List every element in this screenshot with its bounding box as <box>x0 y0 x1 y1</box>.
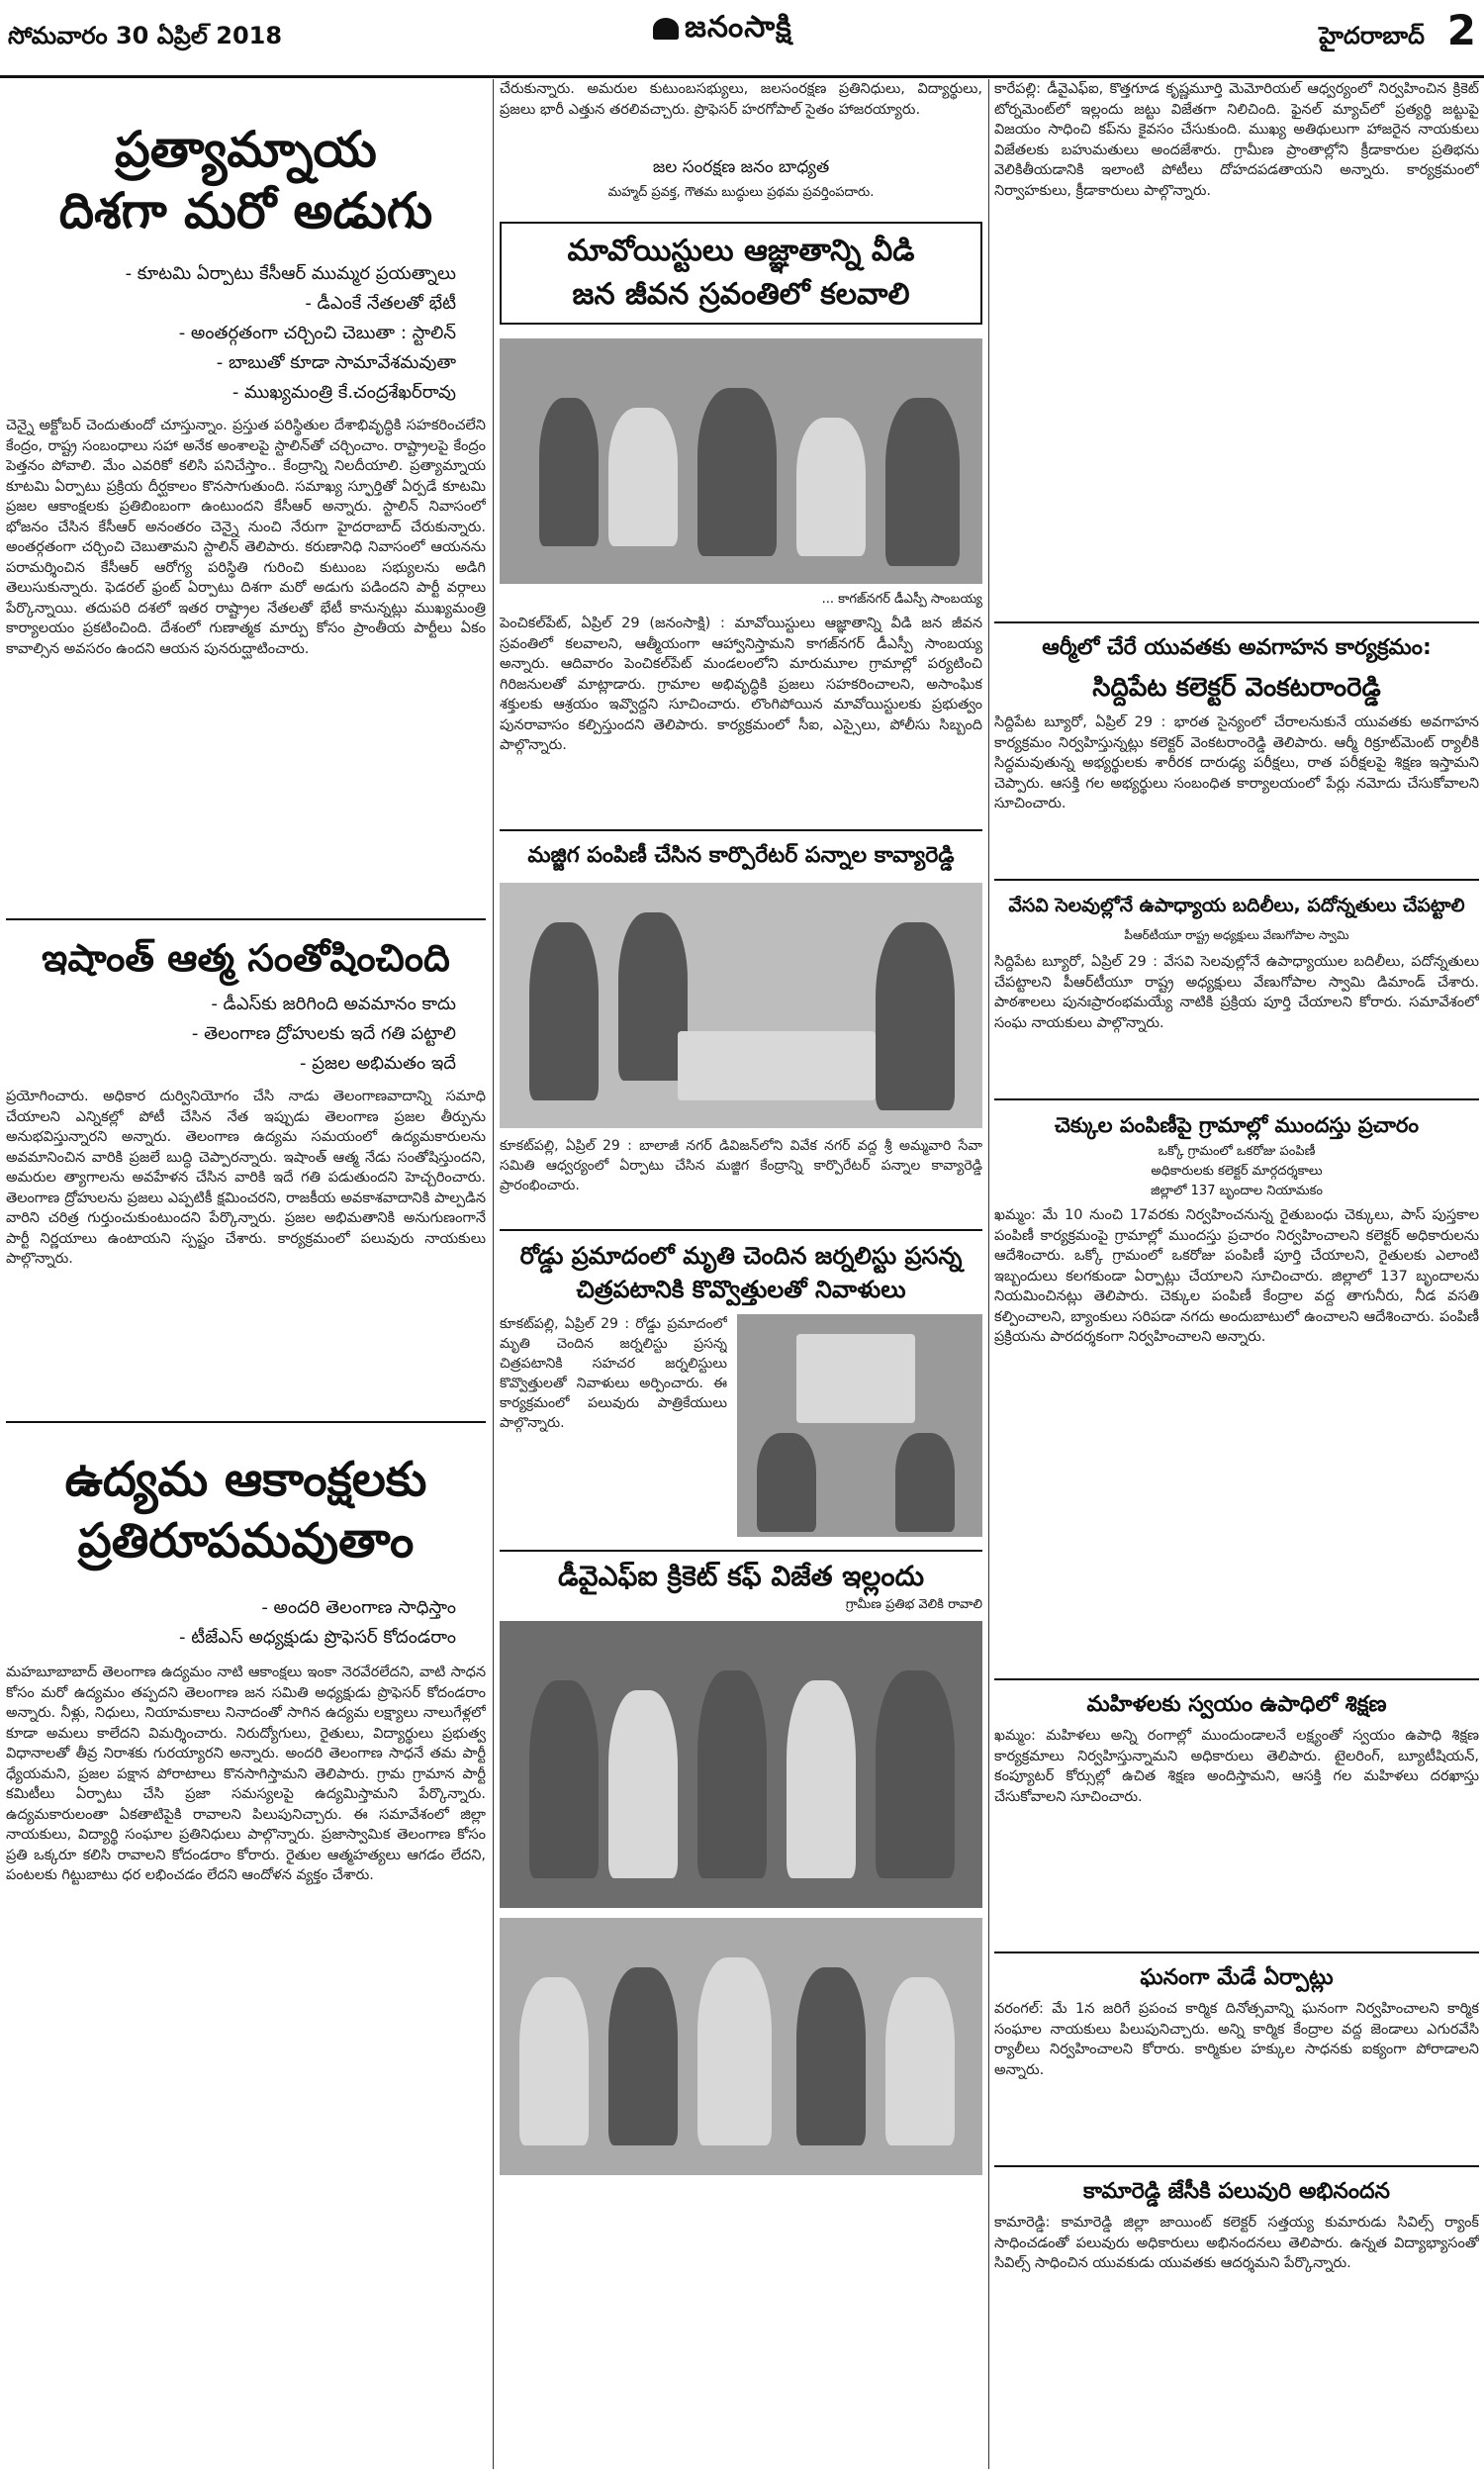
subhead: - అందరి తెలంగాణ సాధిస్తాం <box>261 1597 456 1618</box>
photo-figure <box>796 1967 866 2145</box>
photo-figure <box>895 1433 955 1532</box>
subhead: జిల్లాలో 137 బృందాల నియామకం <box>1151 1184 1323 1198</box>
photo-figure <box>697 1670 767 1878</box>
headline-line-1: రోడ్డు ప్రమాదంలో మృతి చెందిన జర్నలిస్టు ప్రసన్న <box>519 1242 963 1270</box>
divider <box>500 829 982 831</box>
issue-date: సోమవారం 30 ఏప్రిల్ 2018 <box>8 22 283 49</box>
subhead: - డీఎస్‌కు జరిగింది అవమానం కాదు <box>211 994 456 1014</box>
headline-line-2: చిత్రపటానికి కొవ్వొత్తులతో నివాళులు <box>576 1276 906 1303</box>
photo-figure <box>787 1680 856 1878</box>
photo-figure <box>876 922 955 1110</box>
photo-figure <box>757 1433 816 1532</box>
photo-figure <box>876 1670 955 1878</box>
headline-line-2: దిశగా మరో అడుగు <box>58 182 433 239</box>
article-body: మహబూబాబాద్ తెలంగాణ ఉద్యమం నాటి ఆకాంక్షలు ఇంకా నెరవేరలేదని, వాటి సాధన కోసం మరో ఉద్యమం తప్పదని తెలంగాణ జన సమితి అధ్యక్షుడు ప్రొఫెసర్ కోదండరాం అన్నారు. నీళ్లు, నిధులు, నియామకాలు నినాదంతో సాగిన ఉద్యమ లక్ష్యాలు నాలుగేళ్లలో కూడా అమలు కాలేదని విమర్శించారు. నిరుద్యోగులు, రైతులు, విద్యార్థులు ప్రభుత్వ విధానాలతో తీవ్ర నిరాశకు గురయ్యారని అన్నారు. అందరి తెలంగాణ సాధనే తమ పార్టీ ధ్యేయమని, ప్రజల పక్షాన పోరాటాలు కొనసాగిస్తామని తెలిపారు. గ్రామ గ్రామాన పార్టీ కమిటీలు ఏర్పాటు చేసి ప్రజా సమస్యలపై ఉద్యమిస్తామని పేర్కొన్నారు. ఉద్యమకారులంతా ఏకతాటిపైకి రావాలని పిలుపునిచ్చారు. ఈ సమావేశంలో జిల్లా నాయకులు, విద్యార్థి సంఘాల ప్రతినిధులు పాల్గొన్నారు. ప్రజాస్వామిక తెలంగాణ కోసం ప్రతి ఒక్కరూ కలిసి రావాలని కోదండరాం కోరారు. రైతుల ఆత్మహత్యలు ఆగడం లేదని, పంటలకు గిట్టుబాటు ధర లభించడం లేదని ఆందోళన వ్యక్తం చేశారు. <box>6 1665 486 1883</box>
photo-cricket-winners <box>500 1621 982 1908</box>
subhead: - బాబుతో కూడా సామావేశమవుతా <box>216 352 456 373</box>
photo-portrait <box>796 1334 915 1423</box>
headline-line-1: మావోయిస్టులు ఆజ్ఞాతాన్ని వీడి <box>567 234 915 268</box>
photo-caption: ... కాగజ్‌నగర్ డీఎస్పీ సాంబయ్య <box>821 592 982 607</box>
divider <box>994 2165 1479 2167</box>
divider <box>994 1678 1479 1680</box>
article-body: ప్రయోగించారు. అధికార దుర్వినియోగం చేసి నాడు తెలంగాణవాదాన్ని సమాధి చేయాలని ఎన్నికల్లో పోటీ చేసిన నేత ఇప్పుడు తెలంగాణ ప్రజల తీర్పును అనుభవిస్తున్నారని అన్నారు. తెలంగాణ ఉద్యమ సమయంలో ఉద్యమకారులను అవమానించిన వారికి ప్రజలే బుద్ధి చెప్పారన్నారు. ఇషాంత్ ఆత్మ నేడు సంతోషిస్తుందని, అమరుల త్యాగాలను అవహేళన చేసిన వారికి ఇదే గతి పడుతుందని హెచ్చరించారు. తెలంగాణ ద్రోహులను ప్రజలు ఎప్పటికీ క్షమించరని, రాజకీయ అవకాశవాదానికి పాల్పడిన వారిని చరిత్ర గుర్తుంచుకుంటుందని పేర్కొన్నారు. ప్రజల అభిమతానికి అనుగుణంగానే పార్టీ నిర్ణయాలు ఉంటాయని స్పష్టం చేశారు. కార్యక్రమంలో పలువురు నాయకులు పాల్గొన్నారు. <box>6 1089 486 1267</box>
photo-figure <box>539 398 599 546</box>
section-subhead: మహ్మద్ ప్రవక్త, గౌతమ బుద్ధులు ప్రథమ ప్రవర్తింపదారు. <box>607 185 875 200</box>
subhead: అధికారులకు కలెక్టర్ మార్గదర్శకాలు <box>1151 1164 1323 1179</box>
divider <box>500 1550 982 1552</box>
column-3 <box>994 79 1479 2322</box>
subhead: - టీజేఎస్ అధ్యక్షుడు ప్రొఫెసర్ కోదండరాం <box>179 1627 456 1648</box>
headline-box <box>500 222 982 325</box>
photo-figure <box>608 1690 678 1878</box>
column-2 <box>500 79 982 2175</box>
headline: మజ్జిగ పంపిణీ చేసిన కార్పొరేటర్ పన్నాల కావ్యారెడ్డి <box>527 843 955 868</box>
continued-text: చేరుకున్నారు. అమరుల కుటుంబసభ్యులు, జలసంరక్షణ ప్రతినిధులు, విద్యార్థులు, ప్రజలు భారీ ఎత్తున తరలివచ్చారు. ప్రొఫెసర్ హరగోపాల్ సైతం హాజరయ్యారు. <box>500 81 982 118</box>
article-body: సిద్దిపేట బ్యూరో, ఏప్రిల్ 29 : భారత సైన్యంలో చేరాలనుకునే యువతకు అవగాహన కార్యక్రమం నిర్వహిస్తున్నట్లు కలెక్టర్ వెంకటరాంరెడ్డి తెలిపారు. ఆర్మీ రిక్రూట్‌మెంట్ ర్యాలీకి సిద్ధమవుతున్న అభ్యర్థులకు శారీరక దారుఢ్య పరీక్షలు, రాత పరీక్షలపై శిక్షణ ఇస్తామని చెప్పారు. ఆసక్తి గల అభ్యర్థులు సంబంధిత కార్యాలయంలో పేర్లు నమోదు చేసుకోవాలని సూచించారు. <box>994 714 1479 811</box>
article-alternative-front <box>6 119 486 910</box>
photo-table <box>678 1031 876 1100</box>
photo-buttermilk-distribution <box>500 883 982 1128</box>
headline-line-1: ప్రత్యామ్నాయ <box>115 121 377 178</box>
photo-caption: కూకట్‌పల్లి, ఏప్రిల్ 29 : బాలాజీ నగర్ డివిజన్‌లోని వివేక నగర్ వద్ద శ్రీ అమ్మవారి సేవా సమితి ఆధ్వర్యంలో ఏర్పాటు చేసిన మజ్జిగ కేంద్రాన్ని కార్పొరేటర్ పన్నాల కావ్యారెడ్డి ప్రారంభించారు. <box>500 1138 982 1193</box>
headline: డీవైఎఫ్ఐ క్రికెట్ కఫ్ విజేత ఇల్లందు <box>557 1560 925 1592</box>
divider <box>994 879 1479 881</box>
subhead: - ముఖ్యమంత్రి కే.చంద్రశేఖర్‌రావు <box>232 382 456 403</box>
page-number: 2 <box>1446 6 1476 54</box>
edition-city: హైదరాబాద్ <box>1319 22 1425 49</box>
photo-figure <box>529 922 599 1100</box>
article-body: కూకట్‌పల్లి, ఏప్రిల్ 29 : రోడ్డు ప్రమాదంలో మృతి చెందిన జర్నలిస్టు ప్రసన్న చిత్రపటానికి సహచర జర్నలిస్టులు కొవ్వొత్తులతో నివాళులు అర్పించారు. ఈ కార్యక్రమంలో పలువురు పాత్రికేయులు పాల్గొన్నారు. <box>500 1316 727 1431</box>
paper-name: జనంసాక్షి <box>685 10 792 45</box>
subhead: - డీఎంకే నేతలతో భేటీ <box>305 293 456 314</box>
column-divider <box>493 79 494 2469</box>
headline-line-2: సిద్దిపేట కలెక్టర్ వెంకటరాంరెడ్డి <box>1092 673 1381 703</box>
headline-line-2: ప్రతిరూపమవుతాం <box>77 1513 415 1569</box>
article-body: పెంచికల్‌పేట్, ఏప్రిల్ 29 (జనంసాక్షి) : మావోయిస్టులు ఆజ్ఞాతాన్ని వీడి జన జీవన స్రవంతిలో కలవాలని, ఆత్మీయంగా ఆహ్వానిస్తామని కాగజ్‌నగర్ డీఎస్పీ సాంబయ్య అన్నారు. ఆదివారం పెంచికల్‌పేట్ మండలంలోని మారుమూల గ్రామాల్లో పర్యటించి గిరిజనులతో మాట్లాడారు. గ్రామాల అభివృద్ధికి ప్రజలు సహకరించాలని, అసాంఘిక శక్తులకు ఆశ్రయం ఇవ్వొద్దని సూచించారు. లొంగిపోయిన మావోయిస్టులకు ప్రభుత్వం పునరావాసం కల్పిస్తుందని తెలిపారు. కార్యక్రమంలో సీఐ, ఎస్సైలు, పోలీసు సిబ్బంది పాల్గొన్నారు. <box>500 616 982 753</box>
column-1 <box>6 79 486 2276</box>
photo-figure <box>608 1967 678 2145</box>
photo-figure <box>885 398 960 566</box>
headline: కామారెడ్డి జేసీకి పలువురి అభినందన <box>1082 2179 1391 2204</box>
headline: మహిళలకు స్వయం ఉపాధిలో శిక్షణ <box>1086 1692 1387 1717</box>
article-journalist <box>500 1314 982 1542</box>
divider <box>6 918 486 920</box>
article-movement <box>6 1449 486 2276</box>
photo-trophy-presentation <box>500 1918 982 2175</box>
article-body: ఖమ్మం: మహిళలు అన్ని రంగాల్లో ముందుండాలనే లక్ష్యంతో స్వయం ఉపాధి శిక్షణ కార్యక్రమాలు నిర్వహిస్తున్నామని అధికారులు తెలిపారు. టైలరింగ్, బ్యూటీషియన్, కంప్యూటర్ కోర్సుల్లో ఉచిత శిక్షణ అందిస్తామని, ఆసక్తి గల మహిళలు దరఖాస్తు చేసుకోవాలని సూచించారు. <box>994 1728 1479 1805</box>
divider <box>6 1421 486 1423</box>
subhead: - ప్రజల అభిమతం ఇదే <box>300 1053 456 1074</box>
photo-figure <box>697 388 777 556</box>
headline: చెక్కుల పంపిణీపై గ్రామాల్లో ముందస్తు ప్రచారం <box>1054 1113 1420 1137</box>
headline: ఘనంగా మేడే ఏర్పాట్లు <box>1140 1965 1334 1990</box>
subhead: - అంతర్గతంగా చర్చించి చెబుతా : స్టాలిన్ <box>178 323 456 343</box>
article-body: సిద్దిపేట బ్యూరో, ఏప్రిల్ 29 : వేసవి సెలవుల్లోనే ఉపాధ్యాయుల బదిలీలు, పదోన్నతులు చేపట్టాలని పీఆర్‌టీయూ రాష్ట్ర అధ్యక్షులు వేణుగోపాల స్వామి డిమాండ్ చేశారు. పాఠశాలలు పునఃప్రారంభమయ్యే నాటికి ప్రక్రియ పూర్తి చేయాలని కోరారు. సమావేశంలో సంఘ నాయకులు పాల్గొన్నారు. <box>994 954 1479 1031</box>
article-body: కామారెడ్డి: కామారెడ్డి జిల్లా జాయింట్ కలెక్టర్ సత్తయ్య కుమారుడు సివిల్స్ ర్యాంక్ సాధించడంతో పలువురు అధికారులు అభినందనలు తెలిపారు. ఉన్నత విద్యాభ్యాసంతో సివిల్స్ సాధించిన యువకుడు యువతకు ఆదర్శమని పేర్కొన్నారు. <box>994 2215 1479 2271</box>
headline-line-2: జన జీవన స్రవంతిలో కలవాలి <box>572 277 910 312</box>
headline-line-1: ఉద్యమ ఆకాంక్షలకు <box>64 1452 427 1507</box>
photo-figure <box>885 1977 955 2145</box>
article-body: వరంగల్: మే 1న జరిగే ప్రపంచ కార్మిక దినోత్సవాన్ని ఘనంగా నిర్వహించాలని కార్మిక సంఘాల నాయకులు పిలుపునిచ్చారు. అన్ని కార్మిక కేంద్రాల వద్ద జెండాలు ఎగురవేసి ర్యాలీలు నిర్వహించాలని కోరారు. కార్మికుల హక్కుల సాధనకు ఐక్యంగా పోరాడాలని అన్నారు. <box>994 2001 1479 2078</box>
photo-figure <box>796 418 866 556</box>
divider <box>994 621 1479 623</box>
divider <box>994 1098 1479 1100</box>
divider <box>500 1229 982 1231</box>
headline-line-1: ఆర్మీలో చేరే యువతకు అవగాహన కార్యక్రమం: <box>1042 635 1432 660</box>
continued-text: కారేపల్లి: డీవైఎఫ్ఐ, కొత్తగూడ కృష్ణమూర్తి మెమోరియల్ ఆధ్వర్యంలో నిర్వహించిన క్రికెట్ టోర్నమెంట్‌లో ఇల్లందు జట్టు విజేతగా నిలిచింది. ఫైనల్ మ్యాచ్‌లో ప్రత్యర్థి జట్టుపై విజయం సాధించి కప్‌ను కైవసం చేసుకుంది. ముఖ్య అతిథులుగా హాజరైన నాయకులు విజేతలకు బహుమతులు అందజేశారు. గ్రామీణ ప్రాంతాల్లోని క్రీడాకారుల ప్రతిభను వెలికితీయడానికి ఇలాంటి పోటీలు దోహదపడతాయని అన్నారు. కార్యక్రమంలో నిర్వాహకులు, క్రీడాకారులు పాల్గొన్నారు. <box>994 81 1479 199</box>
divider <box>994 1951 1479 1953</box>
photo-figure <box>697 1957 772 2145</box>
paper-logo <box>653 10 792 51</box>
article-body: ఖమ్మం: మే 10 నుంచి 17వరకు నిర్వహించనున్న రైతుబంధు చెక్కులు, పాస్ పుస్తకాల పంపిణీ కార్యక్రమంపై గ్రామాల్లో ముందస్తు ప్రచారం నిర్వహించాలని కలెక్టర్ అధికారులను ఆదేశించారు. ఒక్కో గ్రామంలో ఒకరోజు పంపిణీ పూర్తి చేయాలని, రైతులకు ఎలాంటి ఇబ్బందులు కలగకుండా ఏర్పాట్లు చేయాలని సూచించారు. జిల్లాలో 137 బృందాలను నియమించినట్లు తెలిపారు. చెక్కుల పంపిణీ కేంద్రాల వద్ద తాగునీరు, నీడ వసతి కల్పించాలని, బ్యాంకులు సరిపడా నగదు అందుబాటులో ఉంచాలని ఆదేశించారు. పంపిణీ ప్రక్రియను పారదర్శకంగా నిర్వహించాలని అన్నారు. <box>994 1207 1479 1345</box>
photo-figure <box>529 1680 599 1878</box>
section-head: జల సంరక్షణ జనం బాధ్యత <box>652 157 830 177</box>
article-ishant <box>6 934 486 1413</box>
headline: వేసవి సెలవుల్లోనే ఉపాధ్యాయ బదిలీలు, పదోన్నతులు చేపట్టాలి <box>1008 895 1465 916</box>
photo-candle-tribute <box>737 1314 982 1537</box>
column-divider <box>988 79 989 2469</box>
logo-icon <box>653 18 679 40</box>
subhead: - తెలంగాణ ద్రోహులకు ఇదే గతి పట్టాలి <box>191 1023 456 1044</box>
credit-line: గ్రామీణ ప్రతిభ వెలికి రావాలి <box>845 1597 982 1612</box>
masthead <box>0 0 1484 78</box>
subhead: ఒక్కో గ్రామంలో ఒకరోజు పంపిణీ <box>1158 1144 1316 1159</box>
headline: ఇషాంత్ ఆత్మ సంతోషించింది <box>42 936 450 980</box>
photo-figure <box>608 408 678 546</box>
photo-figure <box>519 1977 589 2145</box>
subhead: - కూటమి ఏర్పాటు కేసీఆర్ ముమ్మర ప్రయత్నాలు <box>125 263 456 284</box>
article-body: చెన్నై అక్టోబర్ చెందుతుందో చూస్తున్నాం. ప్రస్తుత పరిస్థితుల దేశాభివృద్ధికి సహకరించలేని కేంద్రం, రాష్ట్ర సంబంధాలు సహా అనేక అంశాలపై స్టాలిన్‌తో చర్చించాం. రాష్ట్రాలపై కేంద్రం పెత్తనం పోవాలి. మేం ఎవరికో కలిసి పనిచేస్తాం.. కేంద్రాన్ని నిలదీయాలి. ప్రత్యామ్నాయ కూటమి ఏర్పాటు ప్రక్రియ దీర్ఘకాలం కొనసాగుతుంది. సమాఖ్య స్ఫూర్తితో ఏర్పడే కూటమి ప్రజల ఆకాంక్షలకు ప్రతిబింబంగా ఉంటుందని కేసీఆర్ అన్నారు. స్టాలిన్ నివాసంలో భోజనం చేసిన కేసీఆర్ అనంతరం చెన్నై నుంచి నేరుగా హైదరాబాద్ చేరుకున్నారు. అంతర్గతంగా చర్చించి చెబుతామని స్టాలిన్ తెలిపారు. కరుణానిధి నివాసంలో ఆయనను పరామర్శించిన కేసీఆర్ ఆరోగ్య పరిస్థితి గురించి కుటుంబ సభ్యులను అడిగి తెలుసుకున్నారు. ఫెడరల్ ఫ్రంట్ ఏర్పాటు దిశగా మరో అడుగు పడిందని పార్టీ వర్గాలు పేర్కొన్నాయి. తదుపరి దశలో ఇతర రాష్ట్రాల నేతలతో భేటీ కానున్నట్లు ముఖ్యమంత్రి కార్యాలయం ప్రకటించింది. దేశంలో గుణాత్మక మార్పు కోసం ప్రాంతీయ పార్టీలు ఏకం కావాల్సిన అవసరం ఉందని ఆయన పునరుద్ఘాటించారు. <box>6 418 486 657</box>
photo-police-meeting <box>500 338 982 584</box>
subhead: పీఆర్‌టీయూ రాష్ట్ర అధ్యక్షులు వేణుగోపాల స్వామి <box>1124 928 1349 942</box>
